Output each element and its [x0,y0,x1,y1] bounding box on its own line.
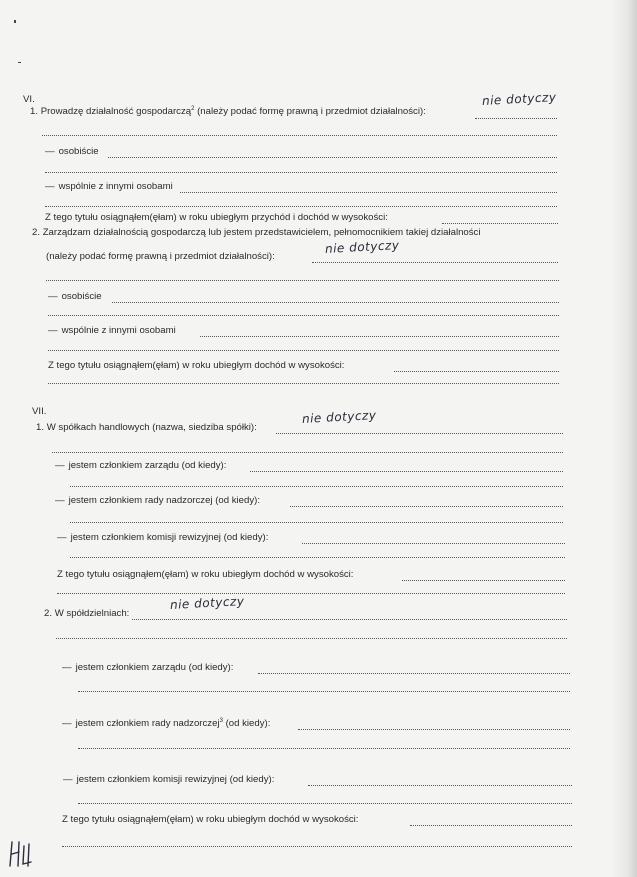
answer-line[interactable] [112,302,559,303]
vi-item2-text-line2: (należy podać formę prawną i przedmiot działalności): [46,251,275,262]
answer-line[interactable] [308,785,572,786]
answer-line[interactable] [258,673,570,674]
vi-item1-income-label: Z tego tytułu osiągnąłem(ęłam) w roku ubiegłym przychód i dochód w wysokości: [45,212,388,223]
vii-item1-komisja-label: — jestem członkiem komisji rewizyjnej (od kiedy): [57,532,269,543]
answer-line[interactable] [276,433,563,434]
vii-item2-komisja-label: — jestem członkiem komisji rewizyjnej (od kiedy): [63,774,275,785]
answer-line[interactable] [132,619,567,620]
vii-item1-rada-label: — jestem członkiem rady nadzorczej (od kiedy): [55,495,261,506]
answer-line[interactable] [108,157,557,158]
vii-item2-handwritten-answer: nie dotyczy [169,594,245,612]
scan-speck [18,62,21,63]
vii-item2-zarzad-label: — jestem członkiem zarządu (od kiedy): [62,662,234,673]
answer-line[interactable] [46,280,559,281]
answer-line[interactable] [48,383,559,384]
answer-line[interactable] [394,371,559,372]
answer-line[interactable] [475,118,557,119]
vii-item1-zarzad-label: — jestem członkiem zarządu (od kiedy): [55,460,227,471]
vi-item2-handwritten-answer: nie dotyczy [324,238,400,256]
answer-line[interactable] [45,172,557,173]
vi-item2-osobiscie-label: — osobiście [48,291,102,302]
answer-line[interactable] [42,135,557,136]
answer-line[interactable] [70,522,563,523]
vii-item1-income-label: Z tego tytułu osiągnąłem(ęłam) w roku ubiegłym dochód w wysokości: [57,569,354,580]
answer-line[interactable] [290,506,563,507]
answer-line[interactable] [70,486,563,487]
vi-item1-handwritten-answer: nie dotyczy [481,90,557,108]
section-vi-heading: VI. [23,94,35,105]
answer-line[interactable] [52,452,563,453]
answer-line[interactable] [298,729,570,730]
answer-line[interactable] [45,206,557,207]
answer-line[interactable] [180,192,557,193]
vi-item2-income-label: Z tego tytułu osiągnąłem(ęłam) w roku ubiegłym dochód w wysokości: [48,360,345,371]
answer-line[interactable] [442,223,558,224]
scan-shadow-edge [611,0,637,877]
vi-item2-text-line1: 2. Zarządzam działalnością gospodarczą lub jestem przedstawicielem, pełnomocnikiem takiej działalności [32,227,481,238]
answer-line[interactable] [250,471,563,472]
vii-item2-income-label: Z tego tytułu osiągnąłem(ęłam) w roku ubiegłym dochód w wysokości: [62,814,359,825]
answer-line[interactable] [62,846,572,847]
handwritten-initials [4,836,38,870]
answer-line[interactable] [312,262,558,263]
answer-line[interactable] [410,825,572,826]
vii-item2-rada-label: — jestem członkiem rady nadzorczej$^3$ (od kiedy): [62,717,271,729]
vi-item2-wspolnie-label: — wspólnie z innymi osobami [48,325,176,336]
answer-line[interactable] [200,336,559,337]
answer-line[interactable] [78,748,570,749]
vi-item1-wspolnie-label: — wspólnie z innymi osobami [45,181,173,192]
answer-line[interactable] [302,543,565,544]
answer-line[interactable] [48,315,559,316]
answer-line[interactable] [78,691,570,692]
vi-item1-osobiscie-label: — osobiście [45,146,99,157]
answer-line[interactable] [402,580,565,581]
answer-line[interactable] [56,638,567,639]
section-vii-heading: VII. [32,406,47,417]
scan-speck [14,20,16,23]
vi-item1-text: 1. Prowadzę działalność gospodarczą$^2$ (należy podać formę prawną i przedmiot działalności): [30,105,426,117]
answer-line[interactable] [57,593,565,594]
answer-line[interactable] [78,803,572,804]
vii-item1-text: 1. W spółkach handlowych (nazwa, siedziba spółki): [36,422,257,433]
answer-line[interactable] [70,557,565,558]
answer-line[interactable] [48,350,559,351]
vii-item2-text: 2. W spółdzielniach: [44,608,130,619]
vii-item1-handwritten-answer: nie dotyczy [301,408,377,426]
